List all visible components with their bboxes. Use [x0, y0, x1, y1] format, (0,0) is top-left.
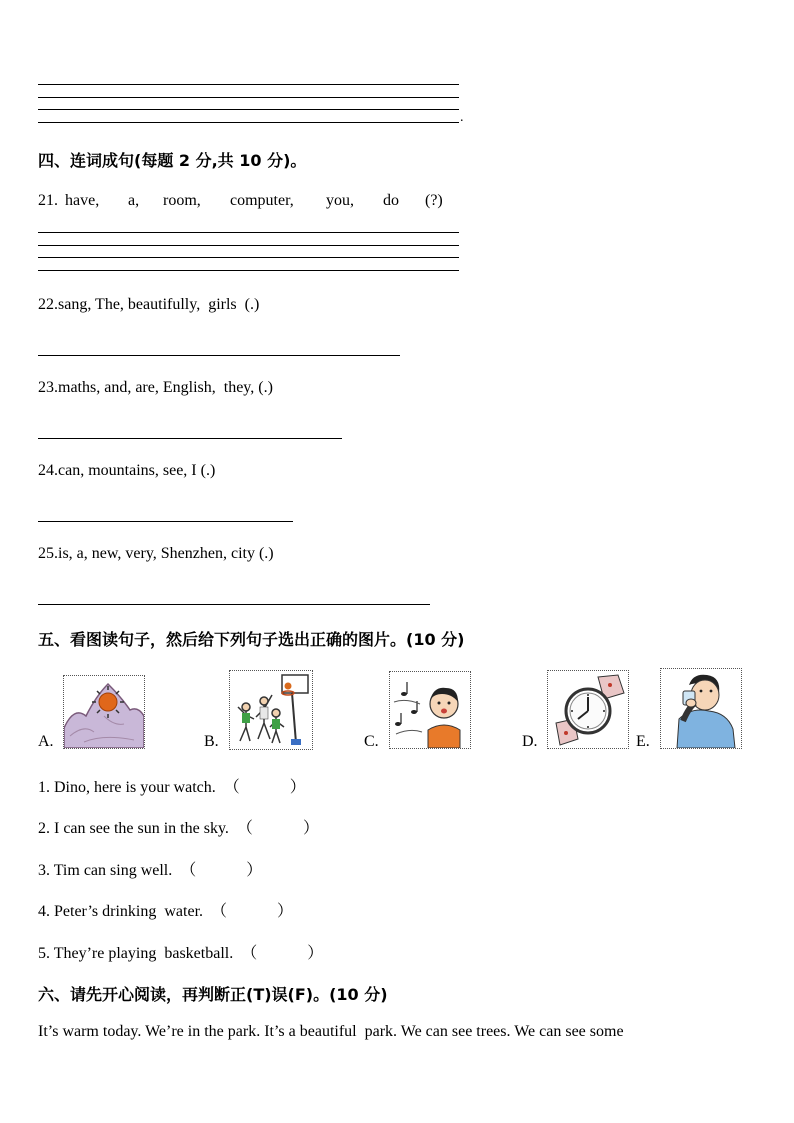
q25-text: 25.is, a, new, very, Shenzhen, city (.)	[38, 545, 274, 562]
q21-word: a,	[128, 192, 140, 209]
option-letter-a: A.	[38, 733, 54, 750]
reading-passage: It’s warm today. We’re in the park. It’s a beautiful park. We can see trees. We can see some	[38, 1023, 624, 1040]
q22-answer-line	[38, 355, 400, 356]
answer-line	[38, 122, 459, 123]
option-letter-e: E.	[636, 733, 650, 750]
section6-title: 六、请先开心阅读，再判断正(T)误(F)。(10 分)	[38, 985, 388, 1004]
boy-singing-icon	[389, 671, 471, 749]
q22-text: 22.sang, The, beautifully, girls (.)	[38, 296, 260, 313]
q21-word: computer,	[230, 192, 294, 209]
q21-word: have,	[65, 192, 100, 209]
wristwatch-icon	[547, 670, 629, 749]
answer-line	[38, 84, 459, 85]
q21-word: do	[383, 192, 399, 209]
answer-line	[38, 257, 459, 258]
s5-question-1: 1. Dino, here is your watch. （ ）	[38, 779, 306, 796]
sun-over-mountain-icon	[63, 675, 145, 749]
answer-line	[38, 109, 459, 110]
section4-title: 四、连词成句(每题 2 分,共 10 分)。	[38, 151, 307, 170]
s5-question-3: 3. Tim can sing well. （ ）	[38, 862, 263, 879]
option-letter-b: B.	[204, 733, 219, 750]
answer-line	[38, 245, 459, 246]
man-drinking-water-icon	[660, 668, 742, 749]
q23-answer-line	[38, 438, 342, 439]
q21-word: (?)	[425, 192, 443, 209]
option-letter-d: D.	[522, 733, 538, 750]
q21-word: you,	[326, 192, 354, 209]
s5-question-2: 2. I can see the sun in the sky. （ ）	[38, 820, 319, 837]
q24-answer-line	[38, 521, 293, 522]
q21-number: 21.	[38, 192, 58, 209]
answer-line	[38, 97, 459, 98]
q23-text: 23.maths, and, are, English, they, (.)	[38, 379, 273, 396]
q21-word: room,	[163, 192, 201, 209]
section5-title: 五、看图读句子，然后给下列句子选出正确的图片。(10 分)	[38, 630, 465, 649]
s5-question-5: 5. They’re playing basketball. （ ）	[38, 945, 324, 962]
answer-line	[38, 232, 459, 233]
answer-line	[38, 270, 459, 271]
line-end-dot: .	[460, 110, 464, 125]
children-playing-basketball-icon	[229, 670, 313, 750]
s5-question-4: 4. Peter’s drinking water. （ ）	[38, 903, 294, 920]
q24-text: 24.can, mountains, see, I (.)	[38, 462, 216, 479]
option-letter-c: C.	[364, 733, 379, 750]
q25-answer-line	[38, 604, 430, 605]
